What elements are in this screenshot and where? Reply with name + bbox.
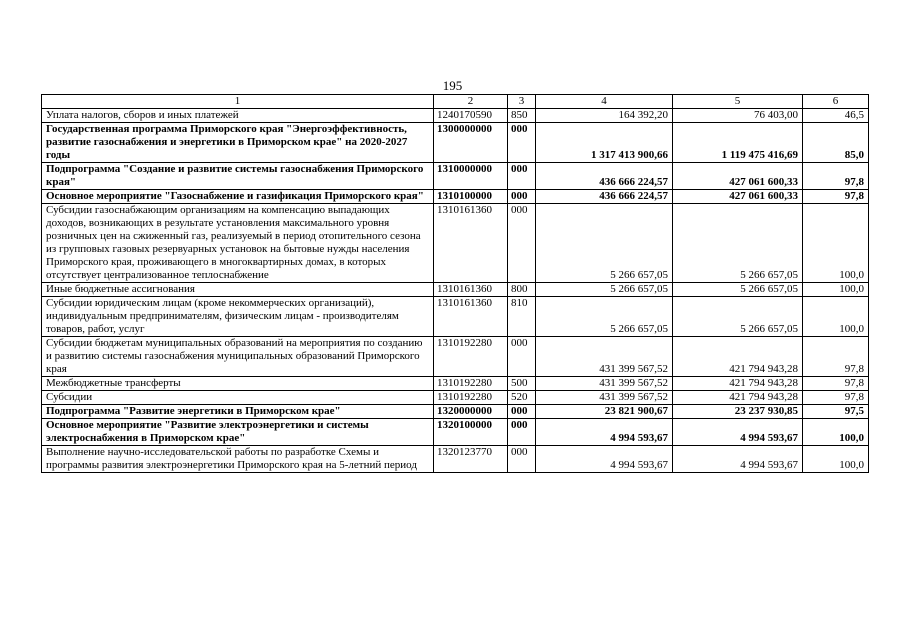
row-name-cell: Подпрограмма "Создание и развитие системы газоснабжения Приморского края" bbox=[42, 163, 434, 190]
row-actual-amount-cell: 5 266 657,05 bbox=[673, 297, 803, 337]
row-vr-cell: 000 bbox=[508, 446, 536, 473]
row-percent-cell: 97,8 bbox=[803, 377, 869, 391]
table-row bbox=[42, 204, 869, 283]
row-plan-amount-cell: 436 666 224,57 bbox=[536, 163, 673, 190]
row-vr-cell: 000 bbox=[508, 337, 536, 377]
row-vr-cell: 850 bbox=[508, 109, 536, 123]
row-code-cell: 1240170590 bbox=[434, 109, 508, 123]
table-row bbox=[42, 377, 869, 391]
row-vr-cell: 520 bbox=[508, 391, 536, 405]
row-actual-amount-cell: 76 403,00 bbox=[673, 109, 803, 123]
row-code-cell: 1320123770 bbox=[434, 446, 508, 473]
row-percent-cell: 100,0 bbox=[803, 283, 869, 297]
header-col-1: 1 bbox=[42, 95, 434, 109]
row-name-cell: Подпрограмма "Развитие энергетики в Приморском крае" bbox=[42, 405, 434, 419]
row-percent-cell: 97,8 bbox=[803, 163, 869, 190]
row-code-cell: 1320100000 bbox=[434, 419, 508, 446]
row-plan-amount-cell: 4 994 593,67 bbox=[536, 419, 673, 446]
row-code-cell: 1310161360 bbox=[434, 204, 508, 283]
row-vr-cell: 000 bbox=[508, 419, 536, 446]
header-col-3: 3 bbox=[508, 95, 536, 109]
row-plan-amount-cell: 5 266 657,05 bbox=[536, 204, 673, 283]
row-percent-cell: 97,8 bbox=[803, 337, 869, 377]
row-code-cell: 1310000000 bbox=[434, 163, 508, 190]
row-actual-amount-cell: 421 794 943,28 bbox=[673, 391, 803, 405]
row-name-cell: Основное мероприятие "Развитие электроэнергетики и системы электроснабжения в Приморском крае" bbox=[42, 419, 434, 446]
row-code-cell: 1310192280 bbox=[434, 337, 508, 377]
row-actual-amount-cell: 421 794 943,28 bbox=[673, 377, 803, 391]
row-percent-cell: 46,5 bbox=[803, 109, 869, 123]
row-plan-amount-cell: 1 317 413 900,66 bbox=[536, 123, 673, 163]
row-name-cell: Субсидии bbox=[42, 391, 434, 405]
row-name-cell: Иные бюджетные ассигнования bbox=[42, 283, 434, 297]
table-row bbox=[42, 123, 869, 163]
row-percent-cell: 97,8 bbox=[803, 391, 869, 405]
row-vr-cell: 000 bbox=[508, 190, 536, 204]
row-code-cell: 1320000000 bbox=[434, 405, 508, 419]
row-plan-amount-cell: 436 666 224,57 bbox=[536, 190, 673, 204]
row-percent-cell: 97,5 bbox=[803, 405, 869, 419]
row-vr-cell: 800 bbox=[508, 283, 536, 297]
row-actual-amount-cell: 5 266 657,05 bbox=[673, 283, 803, 297]
header-col-6: 6 bbox=[803, 95, 869, 109]
table-row bbox=[42, 109, 869, 123]
row-percent-cell: 100,0 bbox=[803, 204, 869, 283]
row-actual-amount-cell: 427 061 600,33 bbox=[673, 163, 803, 190]
row-actual-amount-cell: 5 266 657,05 bbox=[673, 204, 803, 283]
row-name-cell: Уплата налогов, сборов и иных платежей bbox=[42, 109, 434, 123]
row-plan-amount-cell: 164 392,20 bbox=[536, 109, 673, 123]
row-plan-amount-cell: 431 399 567,52 bbox=[536, 377, 673, 391]
row-actual-amount-cell: 421 794 943,28 bbox=[673, 337, 803, 377]
row-percent-cell: 100,0 bbox=[803, 419, 869, 446]
table-row bbox=[42, 337, 869, 377]
header-col-5: 5 bbox=[673, 95, 803, 109]
row-plan-amount-cell: 431 399 567,52 bbox=[536, 337, 673, 377]
budget-table bbox=[41, 94, 869, 473]
row-code-cell: 1310161360 bbox=[434, 283, 508, 297]
table-row bbox=[42, 297, 869, 337]
row-vr-cell: 810 bbox=[508, 297, 536, 337]
row-actual-amount-cell: 1 119 475 416,69 bbox=[673, 123, 803, 163]
row-percent-cell: 85,0 bbox=[803, 123, 869, 163]
row-plan-amount-cell: 5 266 657,05 bbox=[536, 283, 673, 297]
row-plan-amount-cell: 4 994 593,67 bbox=[536, 446, 673, 473]
row-percent-cell: 100,0 bbox=[803, 446, 869, 473]
header-col-2: 2 bbox=[434, 95, 508, 109]
row-percent-cell: 97,8 bbox=[803, 190, 869, 204]
table-row bbox=[42, 446, 869, 473]
table-row bbox=[42, 283, 869, 297]
row-actual-amount-cell: 23 237 930,85 bbox=[673, 405, 803, 419]
row-code-cell: 1310192280 bbox=[434, 391, 508, 405]
table-row bbox=[42, 163, 869, 190]
table-row bbox=[42, 391, 869, 405]
row-code-cell: 1300000000 bbox=[434, 123, 508, 163]
row-vr-cell: 000 bbox=[508, 163, 536, 190]
row-name-cell: Субсидии газоснабжающим организациям на компенсацию выпадающих доходов, возникающих в результате установления максимального уровня розничных цен на сжиженный газ, реализуемый в период отопительного сезона из групповых газовых резервуарных установок на бытовые нужды населения Приморского края, проживающего в многоквартирных домах, в которых отсутствует централизованное теплоснабжение bbox=[42, 204, 434, 283]
row-code-cell: 1310192280 bbox=[434, 377, 508, 391]
header-row bbox=[42, 95, 869, 109]
row-plan-amount-cell: 5 266 657,05 bbox=[536, 297, 673, 337]
row-name-cell: Выполнение научно-исследовательской работы по разработке Схемы и программы развития электроэнергетики Приморского края на 5-летний период bbox=[42, 446, 434, 473]
row-actual-amount-cell: 427 061 600,33 bbox=[673, 190, 803, 204]
row-code-cell: 1310161360 bbox=[434, 297, 508, 337]
row-vr-cell: 000 bbox=[508, 405, 536, 419]
table-row bbox=[42, 405, 869, 419]
header-col-4: 4 bbox=[536, 95, 673, 109]
row-vr-cell: 500 bbox=[508, 377, 536, 391]
page-number: 195 bbox=[442, 78, 463, 93]
row-name-cell: Субсидии юридическим лицам (кроме некоммерческих организаций), индивидуальным предпринимателям, физическим лицам - производителям товаров, работ, услуг bbox=[42, 297, 434, 337]
row-plan-amount-cell: 431 399 567,52 bbox=[536, 391, 673, 405]
row-vr-cell: 000 bbox=[508, 204, 536, 283]
row-vr-cell: 000 bbox=[508, 123, 536, 163]
row-percent-cell: 100,0 bbox=[803, 297, 869, 337]
row-name-cell: Государственная программа Приморского края "Энергоэффективность, развитие газоснабжения и энергетики в Приморском крае" на 2020-2027 годы bbox=[42, 123, 434, 163]
row-name-cell: Межбюджетные трансферты bbox=[42, 377, 434, 391]
table-row bbox=[42, 419, 869, 446]
table-row bbox=[42, 190, 869, 204]
row-name-cell: Субсидии бюджетам муниципальных образований на мероприятия по созданию и развитию системы газоснабжения муниципальных образований Приморского края bbox=[42, 337, 434, 377]
row-name-cell: Основное мероприятие "Газоснабжение и газификация Приморского края" bbox=[42, 190, 434, 204]
row-actual-amount-cell: 4 994 593,67 bbox=[673, 419, 803, 446]
row-plan-amount-cell: 23 821 900,67 bbox=[536, 405, 673, 419]
row-code-cell: 1310100000 bbox=[434, 190, 508, 204]
row-actual-amount-cell: 4 994 593,67 bbox=[673, 446, 803, 473]
